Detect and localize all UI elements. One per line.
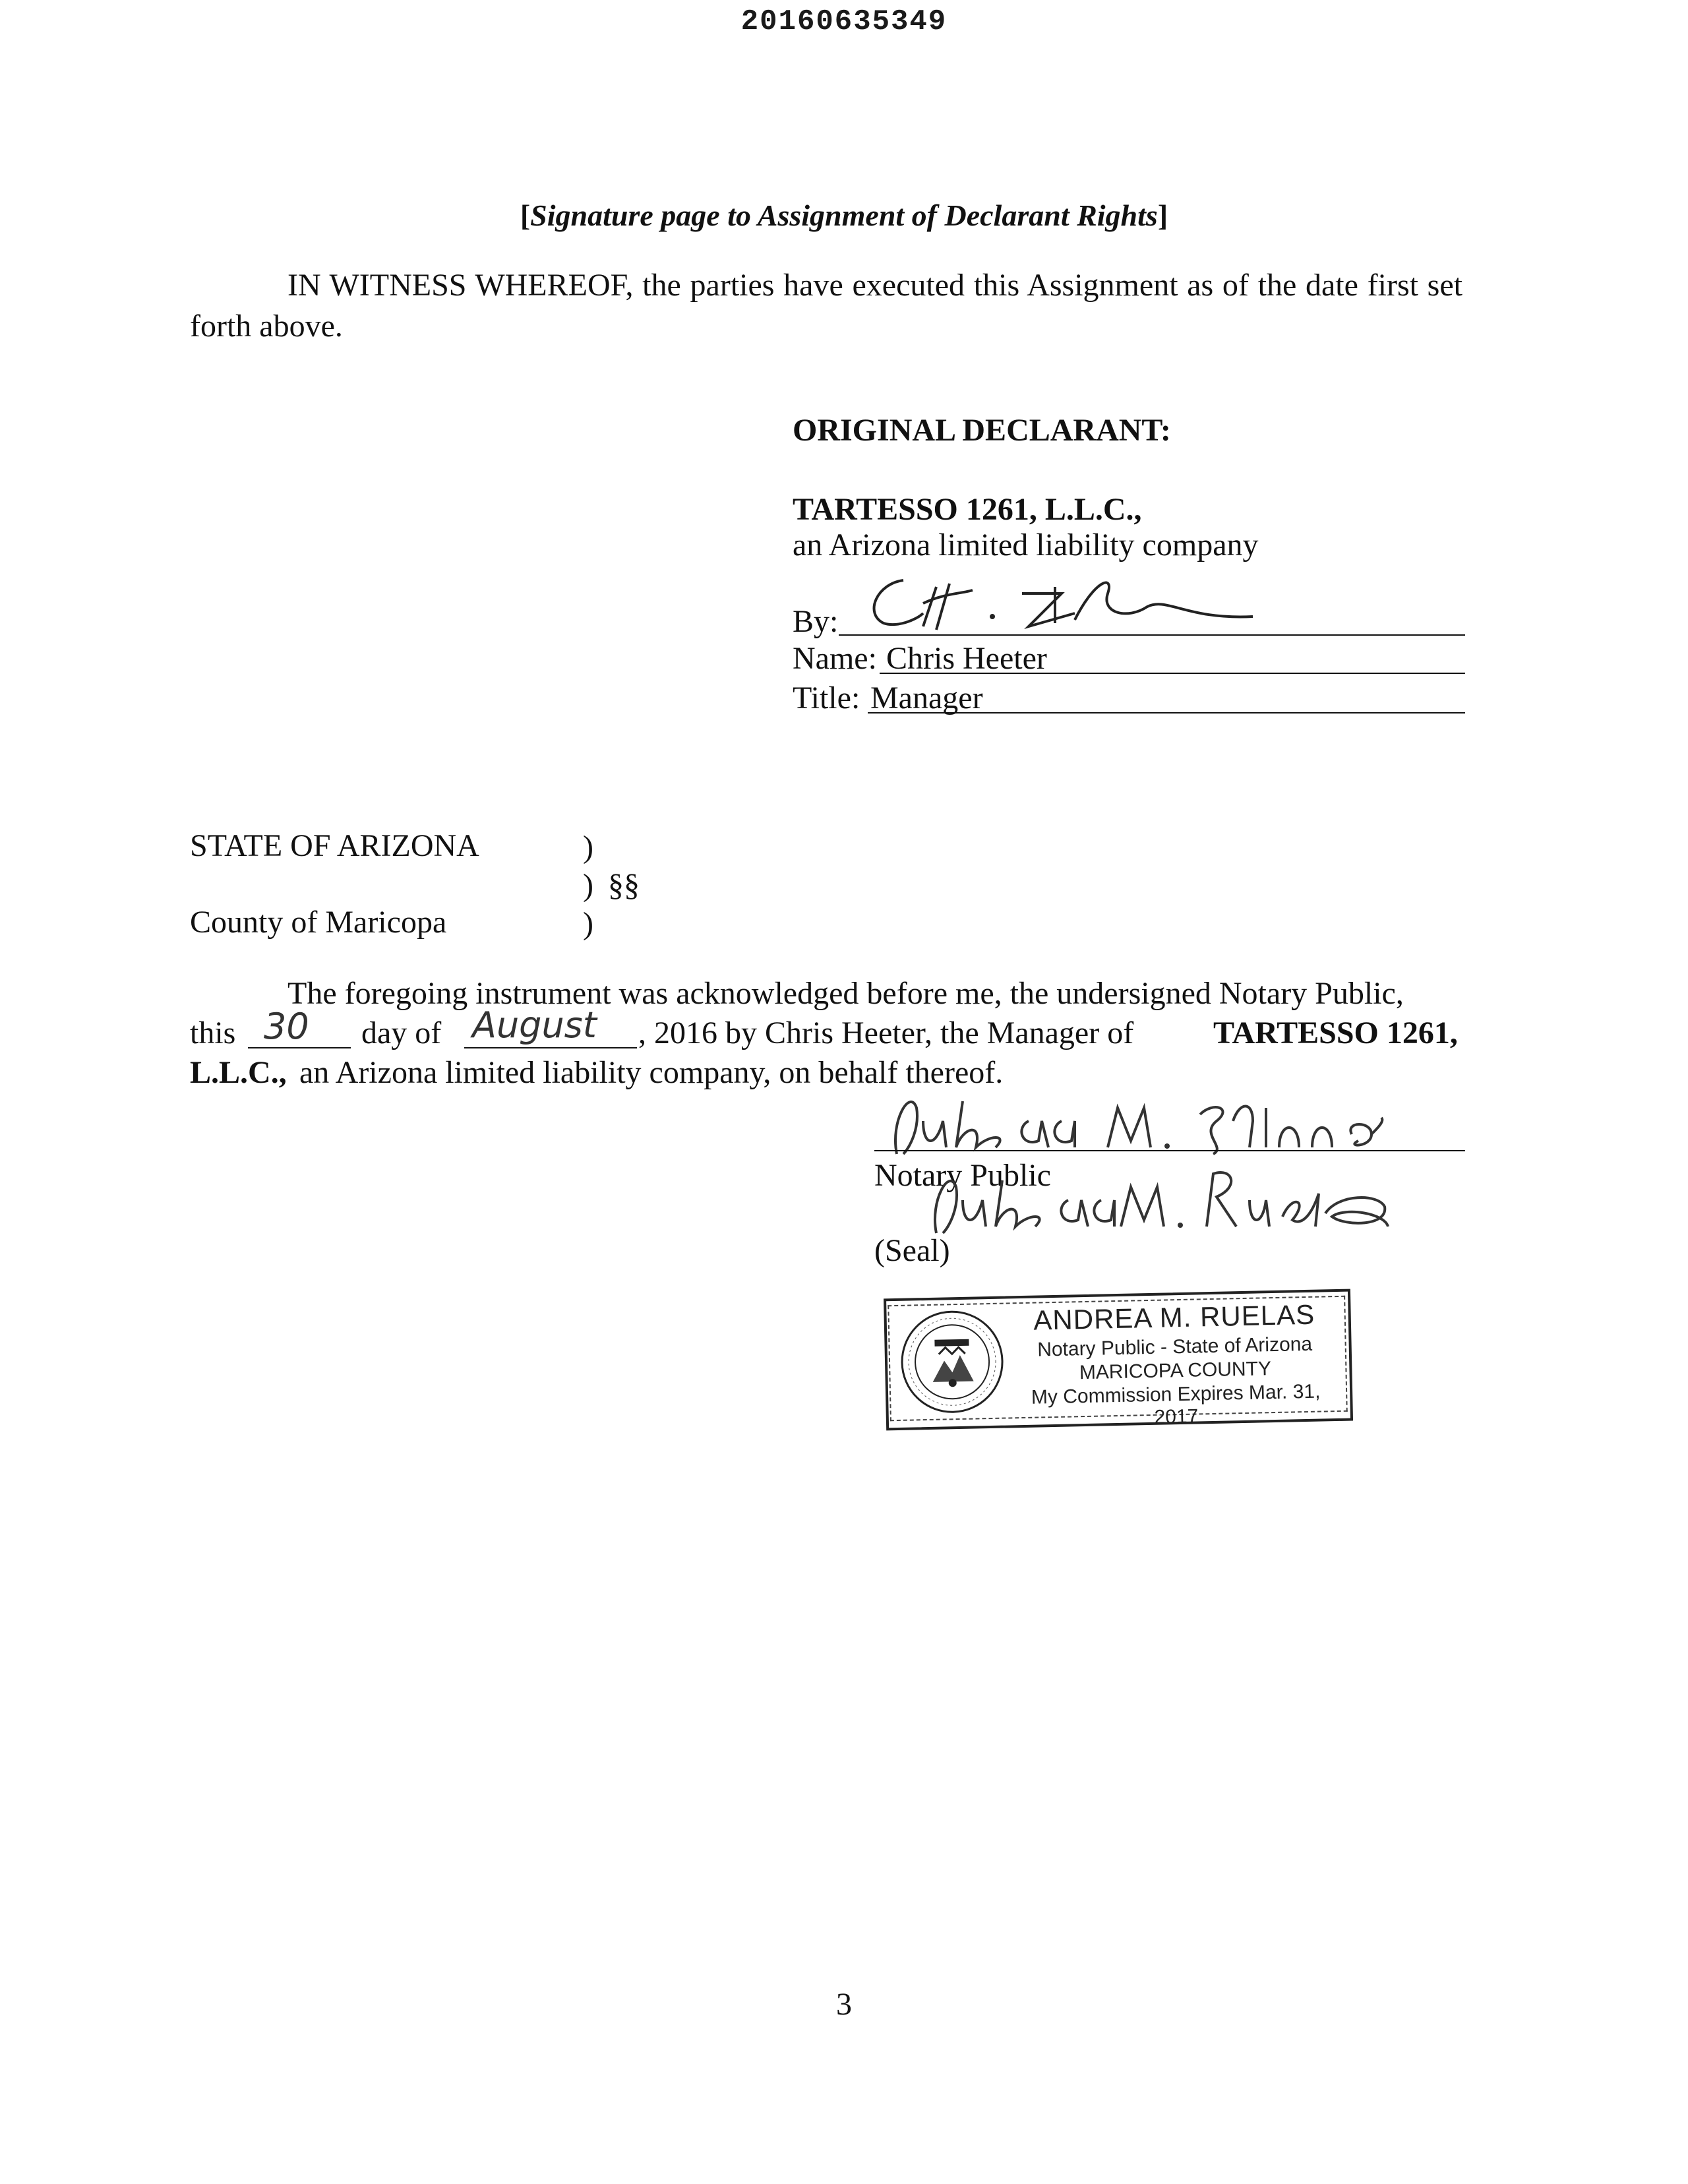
- heading-title: Signature page to Assignment of Declarant Rights: [530, 198, 1158, 232]
- notary-signature-ruelas: [923, 1154, 1398, 1240]
- ack-llc-bold: L.L.C.,: [190, 1055, 287, 1090]
- title-label: Title:: [793, 681, 860, 715]
- ack-day-line: [248, 1047, 351, 1048]
- ack-lead: The foregoing instrument was acknowledged before me, the undersigned Notary Public,: [287, 976, 1404, 1011]
- stamp-line-2: MARICOPA COUNTY: [1079, 1358, 1272, 1384]
- venue-paren-3: ): [583, 906, 593, 941]
- heeter-signature: [857, 567, 1266, 640]
- notary-stamp: [884, 1289, 1350, 1428]
- ack-day-of: day of: [361, 1016, 442, 1050]
- ack-month-line: [464, 1047, 637, 1048]
- name-value: Chris Heeter: [886, 641, 1047, 676]
- declarant-company: TARTESSO 1261, L.L.C.,: [793, 492, 1142, 527]
- venue-section-symbol: §§: [608, 868, 640, 903]
- heading-close-bracket: ]: [1157, 198, 1168, 232]
- ack-this: this: [190, 1016, 236, 1050]
- notary-line: [874, 1150, 1465, 1151]
- ack-tail: an Arizona limited liability company, on behalf thereof.: [299, 1055, 1004, 1090]
- notary-label: Notary Public: [874, 1158, 1051, 1193]
- name-label: Name:: [793, 641, 877, 676]
- stamp-line-1: Notary Public - State of Arizona: [1037, 1333, 1313, 1361]
- by-label: By:: [793, 604, 839, 639]
- ack-after-month: , 2016 by Chris Heeter, the Manager of: [638, 1016, 1134, 1050]
- ack-company-bold: TARTESSO 1261,: [1213, 1016, 1458, 1050]
- witness-paragraph: IN WITNESS WHEREOF, the parties have executed this Assignment as of the date first set forth above.: [190, 268, 1462, 344]
- page-heading: [0, 198, 1688, 233]
- title-value: Manager: [870, 681, 983, 715]
- page-number: 3: [836, 1987, 852, 2022]
- venue-county: County of Maricopa: [190, 905, 447, 940]
- declarant-company-desc: an Arizona limited liability company: [793, 528, 1259, 562]
- heading-open-bracket: [: [520, 198, 531, 232]
- arizona-seal-icon: [898, 1308, 1006, 1416]
- recording-number: 20160635349: [740, 5, 948, 38]
- notary-seal-label: (Seal): [874, 1233, 950, 1268]
- stamp-name: ANDREA M. RUELAS: [1033, 1298, 1315, 1336]
- venue-state: STATE OF ARIZONA: [190, 828, 479, 863]
- declarant-label: ORIGINAL DECLARANT:: [793, 413, 1171, 448]
- stamp-line-3: My Commission Expires Mar. 31, 2017: [1031, 1380, 1321, 1428]
- venue-paren-2: ): [583, 868, 593, 903]
- notary-signature-skinner: [884, 1081, 1385, 1161]
- title-line: [868, 712, 1465, 713]
- venue-paren-1: ): [583, 830, 593, 864]
- ack-day-value: 30: [264, 1006, 309, 1047]
- ack-month-value: August: [472, 1004, 597, 1046]
- name-line: [880, 673, 1465, 674]
